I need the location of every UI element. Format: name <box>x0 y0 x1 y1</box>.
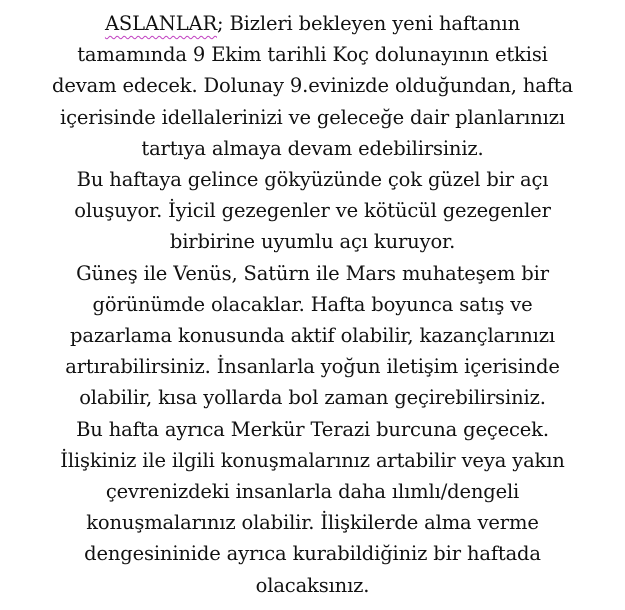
text-line: olacaksınız. <box>255 573 370 597</box>
text-line: tamamında 9 Ekim tarihli Koç dolunayının etkisi <box>77 43 548 67</box>
text-line: birbirine uyumlu açı kuruyor. <box>169 230 456 254</box>
text-line: içerisinde idellalerinizi ve geleceğe dair planlarınızı <box>60 105 565 129</box>
text-line: olabilir, kısa yollarda bol zaman geçirebilirsiniz. <box>79 386 546 410</box>
text-line: İlişkiniz ile ilgili konuşmalarınız artabilir veya yakın <box>60 448 565 472</box>
text-line: Bu haftaya gelince gökyüzünde çok güzel bir açı <box>76 168 549 192</box>
text-line: Bu hafta ayrıca Merkür Terazi burcuna geçecek. <box>76 417 549 441</box>
text-line: görünümde olacaklar. Hafta boyunca satış ve <box>92 292 533 316</box>
horoscope-text <box>0 8 625 601</box>
text-line: çevrenizdeki insanlarla daha ılımlı/dengeli <box>105 480 520 504</box>
text-line: Güneş ile Venüs, Satürn ile Mars muhateşem bir <box>76 261 549 285</box>
text-line: konuşmalarınız olabilir. İlişkilerde alma verme <box>86 511 539 535</box>
text-line: oluşuyor. İyicil gezegenler ve kötücül gezegenler <box>74 199 551 223</box>
text-line: dengesininide ayrıca kurabildiğiniz bir haftada <box>84 542 541 566</box>
text-line: devam edecek. Dolunay 9.evinizde olduğundan, hafta <box>52 74 573 98</box>
sign-name: ASLANLAR <box>104 12 217 35</box>
text-line: artırabilirsiniz. İnsanlarla yoğun iletişim içerisinde <box>65 355 560 379</box>
text-line: pazarlama konusunda aktif olabilir, kazançlarınızı <box>70 324 555 348</box>
text-line <box>0 8 625 39</box>
first-line-text: ; Bizleri bekleyen yeni haftanın <box>217 12 521 35</box>
text-line: tartıya almaya devam edebilirsiniz. <box>141 136 484 160</box>
